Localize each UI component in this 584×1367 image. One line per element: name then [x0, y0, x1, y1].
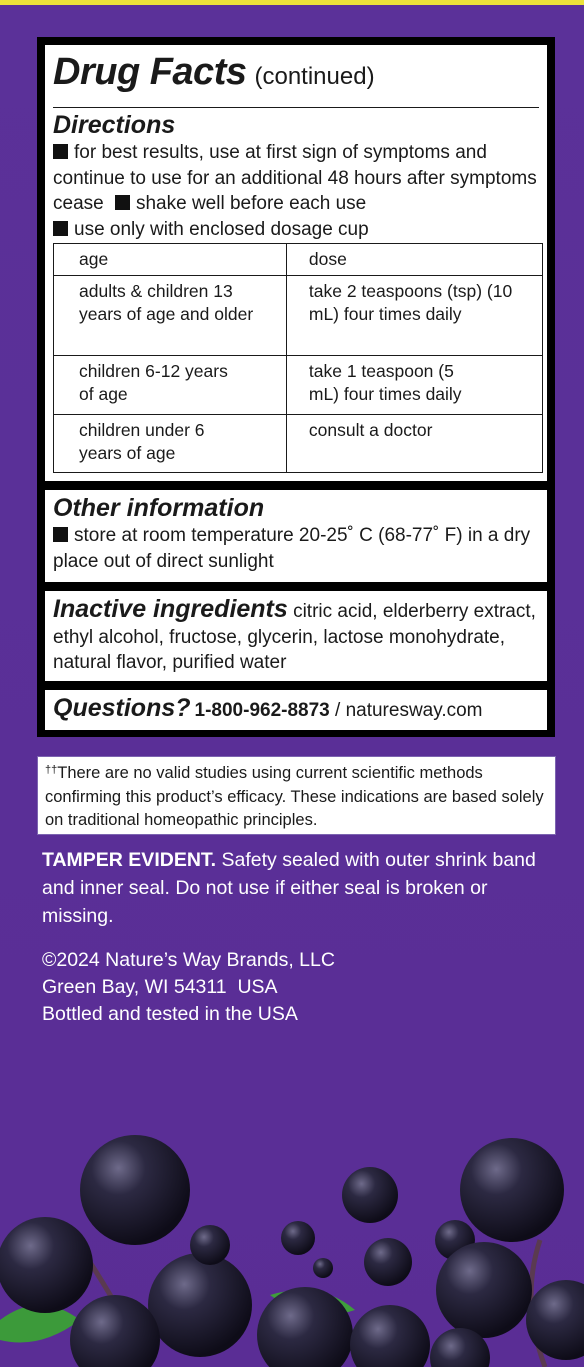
tamper-evident-label: TAMPER EVIDENT. — [42, 849, 217, 871]
address-line: Green Bay, WI 54311 USA — [42, 976, 278, 998]
disclaimer-marker: †† — [45, 764, 58, 776]
bullet-square-icon — [115, 195, 130, 210]
column-header-dose: dose — [286, 244, 542, 276]
tamper-evident-notice — [42, 846, 562, 930]
website-link: naturesway.com — [345, 700, 483, 721]
column-header-age: age — [54, 244, 287, 276]
directions-box — [45, 45, 547, 481]
berry-icon — [80, 1135, 190, 1245]
company-info — [42, 947, 542, 1028]
questions-line — [53, 693, 539, 723]
age-cell: adults & children 13 years of age and older — [54, 276, 287, 356]
disclaimer-box — [37, 756, 556, 835]
disclaimer-text: There are no valid studies using current scientific methods confirming this product’s efficacy. These indications are based solely on traditional homeopathic principles. — [45, 764, 544, 829]
questions-box — [45, 690, 547, 730]
inactive-ingredients-list: citric acid, elderberry extract, ethyl alcohol, fructose, glycerin, lactose monohydrate, natural flavor, purified water — [53, 601, 536, 673]
dose-cell: take 1 teaspoon (5 mL) four times daily — [286, 356, 542, 415]
table-row — [54, 356, 543, 415]
copyright-line: ©2024 Nature’s Way Brands, LLC — [42, 949, 335, 971]
other-information-text — [53, 523, 539, 574]
age-cell: children 6-12 years of age — [54, 356, 287, 415]
directions-item-2: shake well before each use — [135, 193, 367, 214]
dose-cell: consult a doctor — [286, 415, 542, 473]
berry-icon — [281, 1221, 315, 1255]
drug-facts-title — [53, 51, 539, 108]
other-information-box — [45, 490, 547, 582]
berry-icon — [342, 1167, 398, 1223]
elderberry-illustration — [0, 1120, 584, 1367]
questions-separator: / — [329, 700, 346, 721]
bullet-square-icon — [53, 144, 68, 159]
tamper-evident-text: Safety sealed with outer shrink band and inner seal. Do not use if either seal is broken or missing. — [42, 849, 536, 927]
table-row — [54, 415, 543, 473]
inactive-ingredients-box — [45, 591, 547, 681]
dose-table — [53, 243, 543, 473]
questions-heading: Questions? — [53, 694, 191, 722]
berry-icon — [364, 1238, 412, 1286]
other-information-item-1: store at room temperature 20-25˚ C (68-77˚ F) in a dry place out of direct sunlight — [53, 525, 531, 572]
drug-facts-heading: Drug Facts — [53, 51, 247, 93]
bullet-square-icon — [53, 527, 68, 542]
berry-icon — [436, 1242, 532, 1338]
directions-text — [53, 140, 539, 242]
directions-heading: Directions — [53, 111, 176, 139]
berry-icon — [0, 1217, 93, 1313]
inactive-ingredients-heading: Inactive ingredients — [53, 595, 288, 623]
age-cell: children under 6 years of age — [54, 415, 287, 473]
top-edge-strip — [0, 0, 584, 5]
berry-icon — [190, 1225, 230, 1265]
berry-icon — [70, 1295, 160, 1367]
drug-facts-subtitle: (continued) — [254, 63, 375, 90]
dose-cell: take 2 teaspoons (tsp) (10 mL) four times daily — [286, 276, 542, 356]
berry-icon — [313, 1258, 333, 1278]
phone-number: 1-800-962-8873 — [194, 700, 330, 721]
directions-item-1: for best results, use at first sign of symptoms and continue to use for an additional 48 hours after symptoms cease — [53, 142, 537, 214]
berry-icon — [460, 1138, 564, 1242]
bottled-line: Bottled and tested in the USA — [42, 1003, 298, 1025]
inactive-ingredients-text — [53, 594, 539, 676]
berry-icon — [350, 1305, 430, 1367]
table-row — [54, 244, 543, 276]
berry-icon — [148, 1253, 252, 1357]
berry-icon — [526, 1280, 584, 1360]
table-row — [54, 276, 543, 356]
other-information-heading: Other information — [53, 494, 265, 522]
bullet-square-icon — [53, 221, 68, 236]
directions-item-3: use only with enclosed dosage cup — [74, 218, 369, 240]
